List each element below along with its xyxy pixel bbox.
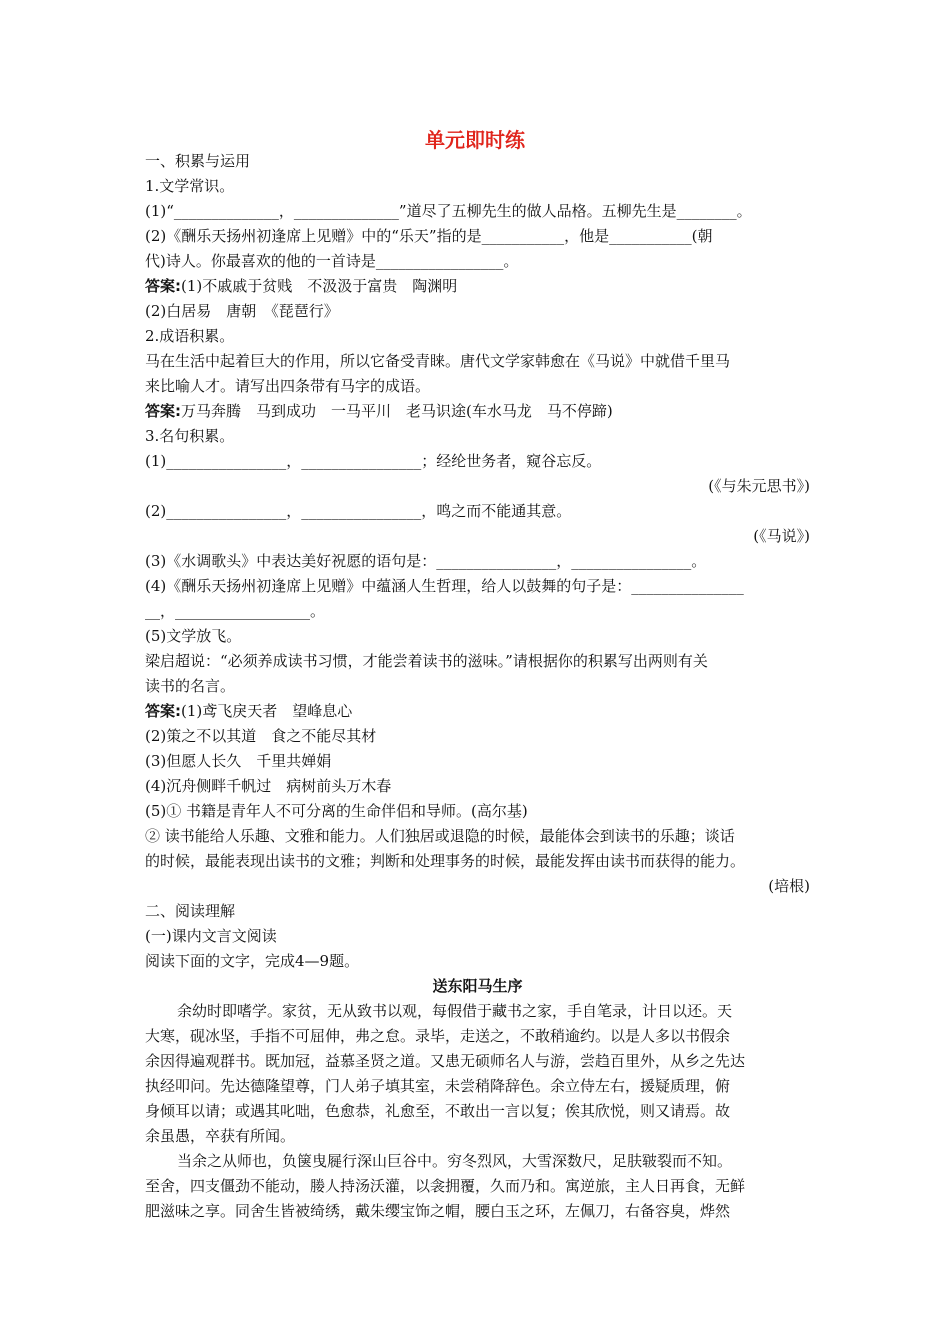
answer-line: (2)白居易 唐朝 《琵琶行》 xyxy=(145,302,339,320)
answer-line: 的时候，最能表现出读书的文雅；判断和处理事务的时候，最能发挥由读书而获得的能力。 xyxy=(145,852,746,870)
question-heading: 2.成语积累。 xyxy=(145,327,235,345)
source-citation: (《马说》) xyxy=(753,527,810,545)
source-citation: (培根) xyxy=(768,877,810,895)
question-heading: 1.文学常识。 xyxy=(145,177,235,195)
question-line: 代)诗人。你最喜欢的他的一首诗是_________________。 xyxy=(145,252,519,270)
passage-line: 余幼时即嗜学。家贫，无从致书以观，每假借于藏书之家，手自笔录，计日以还。天 xyxy=(177,1002,733,1020)
question-line: (2)________________，________________，鸣之而不能通其意。 xyxy=(145,502,572,520)
answer-line: (3)但愿人长久 千里共婵娟 xyxy=(145,752,332,770)
question-line: 来比喻人才。请写出四条带有马字的成语。 xyxy=(145,377,431,395)
question-line: (1)________________，________________；经纶世务者，窥谷忘反。 xyxy=(145,452,602,470)
answer-line: (2)策之不以其道 食之不能尽其材 xyxy=(145,727,377,745)
answer-line: ② 读书能给人乐趣、文雅和能力。人们独居或退隐的时候，最能体会到读书的乐趣；谈话 xyxy=(145,827,735,845)
passage-line: 余因得遍观群书。既加冠，益慕圣贤之道。又患无硕师名人与游，尝趋百里外，从乡之先达 xyxy=(145,1052,746,1070)
section-heading: 二、阅读理解 xyxy=(145,902,236,920)
page-title: 单元即时练 xyxy=(425,128,525,152)
question-line: (3)《水调歌头》中表达美好祝愿的语句是：________________，________________。 xyxy=(145,552,707,570)
question-line: (2)《酬乐天扬州初逢席上见赠》中的“乐天”指的是___________，他是___________(朝 xyxy=(145,227,713,245)
question-line: (1)“______________，______________”道尽了五柳先生的做人品格。五柳先生是________。 xyxy=(145,202,752,220)
answer-label: 答案: xyxy=(145,277,181,295)
question-line: 梁启超说：“必须养成读书习惯，才能尝着读书的滋味。”请根据你的积累写出两则有关 xyxy=(145,652,708,670)
answer-label: 答案: xyxy=(145,702,181,720)
question-line: 读书的名言。 xyxy=(145,677,236,695)
passage-line: 大寒，砚冰坚，手指不可屈伸，弗之怠。录毕，走送之，不敢稍逾约。以是人多以书假余 xyxy=(145,1027,731,1045)
answer-line: 答案:万马奔腾 马到成功 一马平川 老马识途(车水马龙 马不停蹄) xyxy=(145,402,613,420)
passage-line: 执经叩问。先达德隆望尊，门人弟子填其室，未尝稍降辞色。余立侍左右，援疑质理，俯 xyxy=(145,1077,731,1095)
question-line: (4)《酬乐天扬州初逢席上见赠》中蕴涵人生哲理，给人以鼓舞的句子是：_______________ xyxy=(145,577,744,595)
passage-line: 余虽愚，卒获有所闻。 xyxy=(145,1127,296,1145)
question-line: 马在生活中起着巨大的作用，所以它备受青睐。唐代文学家韩愈在《马说》中就借千里马 xyxy=(145,352,731,370)
source-citation: (《与朱元思书》) xyxy=(708,477,810,495)
passage-line: 肥滋味之享。同舍生皆被绮绣，戴朱缨宝饰之帽，腰白玉之环，左佩刀，右备容臭，烨然 xyxy=(145,1202,731,1220)
answer-line: 答案:(1)鸢飞戾天者 望峰息心 xyxy=(145,702,353,720)
answer-line: (5)① 书籍是青年人不可分离的生命伴侣和导师。(高尔基) xyxy=(145,802,528,820)
passage-line: 至舍，四支僵劲不能动，媵人持汤沃灌，以衾拥覆，久而乃和。寓逆旅，主人日再食，无鲜 xyxy=(145,1177,746,1195)
question-line: (5)文学放飞。 xyxy=(145,627,242,645)
answer-label: 答案: xyxy=(145,402,181,420)
passage-line: 当余之从师也，负箧曳屣行深山巨谷中。穷冬烈风，大雪深数尺，足肤皲裂而不知。 xyxy=(177,1152,733,1170)
passage-line: 身倾耳以请；或遇其叱咄，色愈恭，礼愈至，不敢出一言以复；俟其欣悦，则又请焉。故 xyxy=(145,1102,731,1120)
answer-line: 答案:(1)不戚戚于贫贱 不汲汲于富贵 陶渊明 xyxy=(145,277,458,295)
question-heading: 3.名句积累。 xyxy=(145,427,235,445)
subsection-heading: (一)课内文言文阅读 xyxy=(145,927,277,945)
answer-line: (4)沉舟侧畔千帆过 病树前头万木春 xyxy=(145,777,392,795)
section-heading: 一、积累与运用 xyxy=(145,152,251,170)
instruction-line: 阅读下面的文字，完成4—9题。 xyxy=(145,952,360,970)
question-line: __，__________________。 xyxy=(145,602,326,620)
passage-title: 送东阳马生序 xyxy=(432,977,523,995)
